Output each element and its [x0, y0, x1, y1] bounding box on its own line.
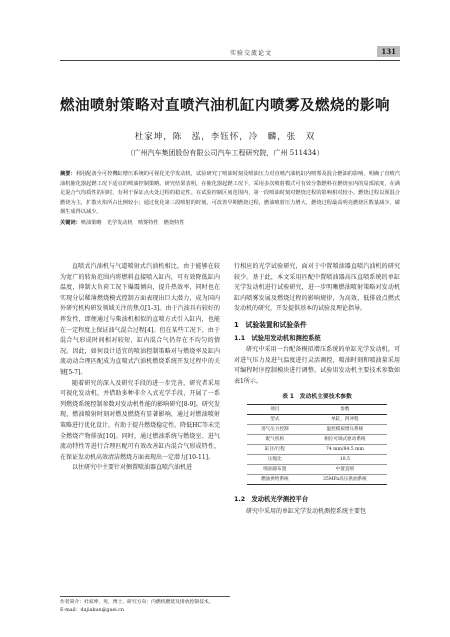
table-cell: 燃油供给系统: [247, 475, 303, 485]
table-cell: 压缩比: [247, 455, 303, 465]
subsection-heading: 1.2 发动机光学测控平台: [234, 496, 309, 504]
table-cell: 单缸，四冲程: [303, 415, 387, 425]
keywords: [60, 219, 400, 229]
table-header-row: [247, 405, 387, 415]
table-cell: 进气压力控制: [247, 425, 303, 435]
footnote-bio: 作者简介：杜家坤，男，博士，研究方向：内燃机燃烧及排放控制技术。: [60, 600, 214, 605]
body-paragraph: 研究中采用的单缸光学发动机测控系统主要包: [246, 507, 367, 515]
table-row: [247, 415, 387, 425]
table-row: [247, 445, 387, 455]
table-row: [247, 465, 387, 475]
table-cell: 温控模拟增压系统: [303, 425, 387, 435]
table-cell: 喷油器布置: [247, 465, 303, 475]
author-footnote: [60, 596, 230, 615]
table-cell: 相位可调式驱动系统: [303, 435, 387, 445]
table-row: [247, 455, 387, 465]
table-cell: 74 mm/84.5 mm: [303, 445, 387, 455]
subsection-heading: 1.1 试验用发动机和测控系统: [234, 334, 321, 342]
table-cell: 35MPa高压供油系统: [303, 475, 387, 485]
running-head: 实验交流论文: [230, 50, 273, 57]
body-paragraph: 研究中采用一台配备模拟增压系统的单缸光学发动机，可对进气压力及进气温度进行灵活调控，喷油时刻和喷油量采用可编程时序控制模块进行调整。试验用发动机主要技术参数如表1所示。: [234, 346, 400, 385]
table-caption: 表 1 发动机主要技术参数: [282, 393, 352, 400]
paper-title: 燃油喷射策略对直喷汽油机缸内喷雾及燃烧的影响: [60, 98, 390, 114]
table-cell: 中置直喷: [303, 465, 387, 475]
keywords-label: 关键词：: [60, 219, 81, 226]
body-paragraph: 以往研究中主要针对侧置喷油器直喷汽油机进: [72, 464, 193, 472]
body-paragraph: 直喷式汽油机与气道喷射式汽油机相比，由于能够在较为宽广的转角范围内将燃料直接喷入缸内，可有效降低缸内温度，抑制大负荷工况下爆震倾向，提升热效率，同时也在实现分层稀薄燃烧模式控制方面表现出巨大潜力，成为国内外研究机构研发领域关注的焦点[1-3]。由于汽油具有较好的挥发性，即便通过与柴油机相似的直喷方式引入缸内，也能在一定程度上保证油气混合过程[4]。但在某些工况下，由于混合气形成时间相对较短，缸内混合气仍存在不均匀的情况。因此，如何设计适宜的喷油控制策略对与燃烧率及缸内流动动合理匹配成为直喷式汽油机燃烧系统开发过程中的关键[5-7]。: [60, 263, 220, 376]
table-row: [247, 475, 387, 485]
table-cell: 10.5: [303, 455, 387, 465]
abstract: [60, 170, 400, 218]
page-header: [60, 46, 400, 61]
page-number: 131: [377, 46, 400, 57]
author-list: 杜家坤，陈 泓，李钰怀，冷 麟，张 双: [134, 132, 316, 142]
table-cell: 配气机构: [247, 435, 303, 445]
table-header-cell: 项目: [247, 405, 303, 415]
footnote-email: E-mail：dujiakun@gaei.cn: [60, 608, 125, 613]
left-column: [60, 262, 220, 474]
abstract-label: 摘要：: [60, 171, 76, 177]
abstract-text: 利用配备全可控機缸增压系统的可视化光学发动机，试验研究了喷油时刻及喷油压力对直喷汽油机缸内喷雾及混合燃油的影响，明确了直喷汽油机催化器起燃工况下适宜的喷油控制策略。研究结果表明，在催化器起燃工况下，采用多次喷射模式可有效分散燃料在燃烧室内的局部浓度，在满足混合气均质性的同时，有利于保证点火处过程的稳定性。在试验控制区间范围内，第一段喷油时刻对燃烧过程的影响相对较小，燃烧过程以预混合燃烧为主，扩散火焰所占比例较小；通过优化第三段喷射的时刻，可改善早期燃烧过程，燃油喷射压力增大，燃烧过程最高明亮燃烧区数量减少，碳烟生成得以减少。: [60, 171, 400, 216]
engine-spec-table: [247, 404, 387, 485]
keywords-text: 喷油策略 光学发动机 喷雾特性 燃烧特性: [80, 219, 185, 226]
table-row: [247, 425, 387, 435]
table-cell: 缸径/行程: [247, 445, 303, 455]
table-row: [247, 435, 387, 445]
abstract-block: [60, 170, 400, 229]
body-paragraph: 随着研究的深入及研究手段的进一步完善，研究者采用可视化发动机，并借助多种非介入式光学手段，开展了一系列燃烧系统控制参数对发动机性能的影响研究[8-9]。研究发现，燃油喷射时刻对燃及燃烧有显著影响，通过对燃油喷射策略进行优化设计，有助于提升燃烧稳定性，降低HC等未完全燃烧产物排放[10]。同时，通过燃油系统与燃烧室、进气流动特性等进行合理匹配可有效改善缸内混合气形成特性，在保证发动机高效清洁燃烧方面表现出一定潜力[10-11]。: [60, 379, 220, 461]
table-header-cell: 参数: [303, 405, 387, 415]
body-paragraph: 行相应的光学试验研究，面对于中置喷油器直喷汽油机的研究较少。基于此，本文采用匹配中置喷油器高压直喷系统的单缸光学发动机进行试验研究，进一步明晰燃油喷射策略对发动机缸内喷雾发展及燃烧过程的影响规律，为高效、低排放点燃式发动机的研究，开发提供基本的试验及理论指导。: [234, 263, 400, 313]
right-column: [234, 262, 400, 517]
affiliation: （广州汽车集团股份有限公司汽车工程研究院，广州 511434）: [126, 149, 324, 157]
table-cell: 型式: [247, 415, 303, 425]
section-heading: 1 试验装置和试验条件: [234, 320, 307, 329]
